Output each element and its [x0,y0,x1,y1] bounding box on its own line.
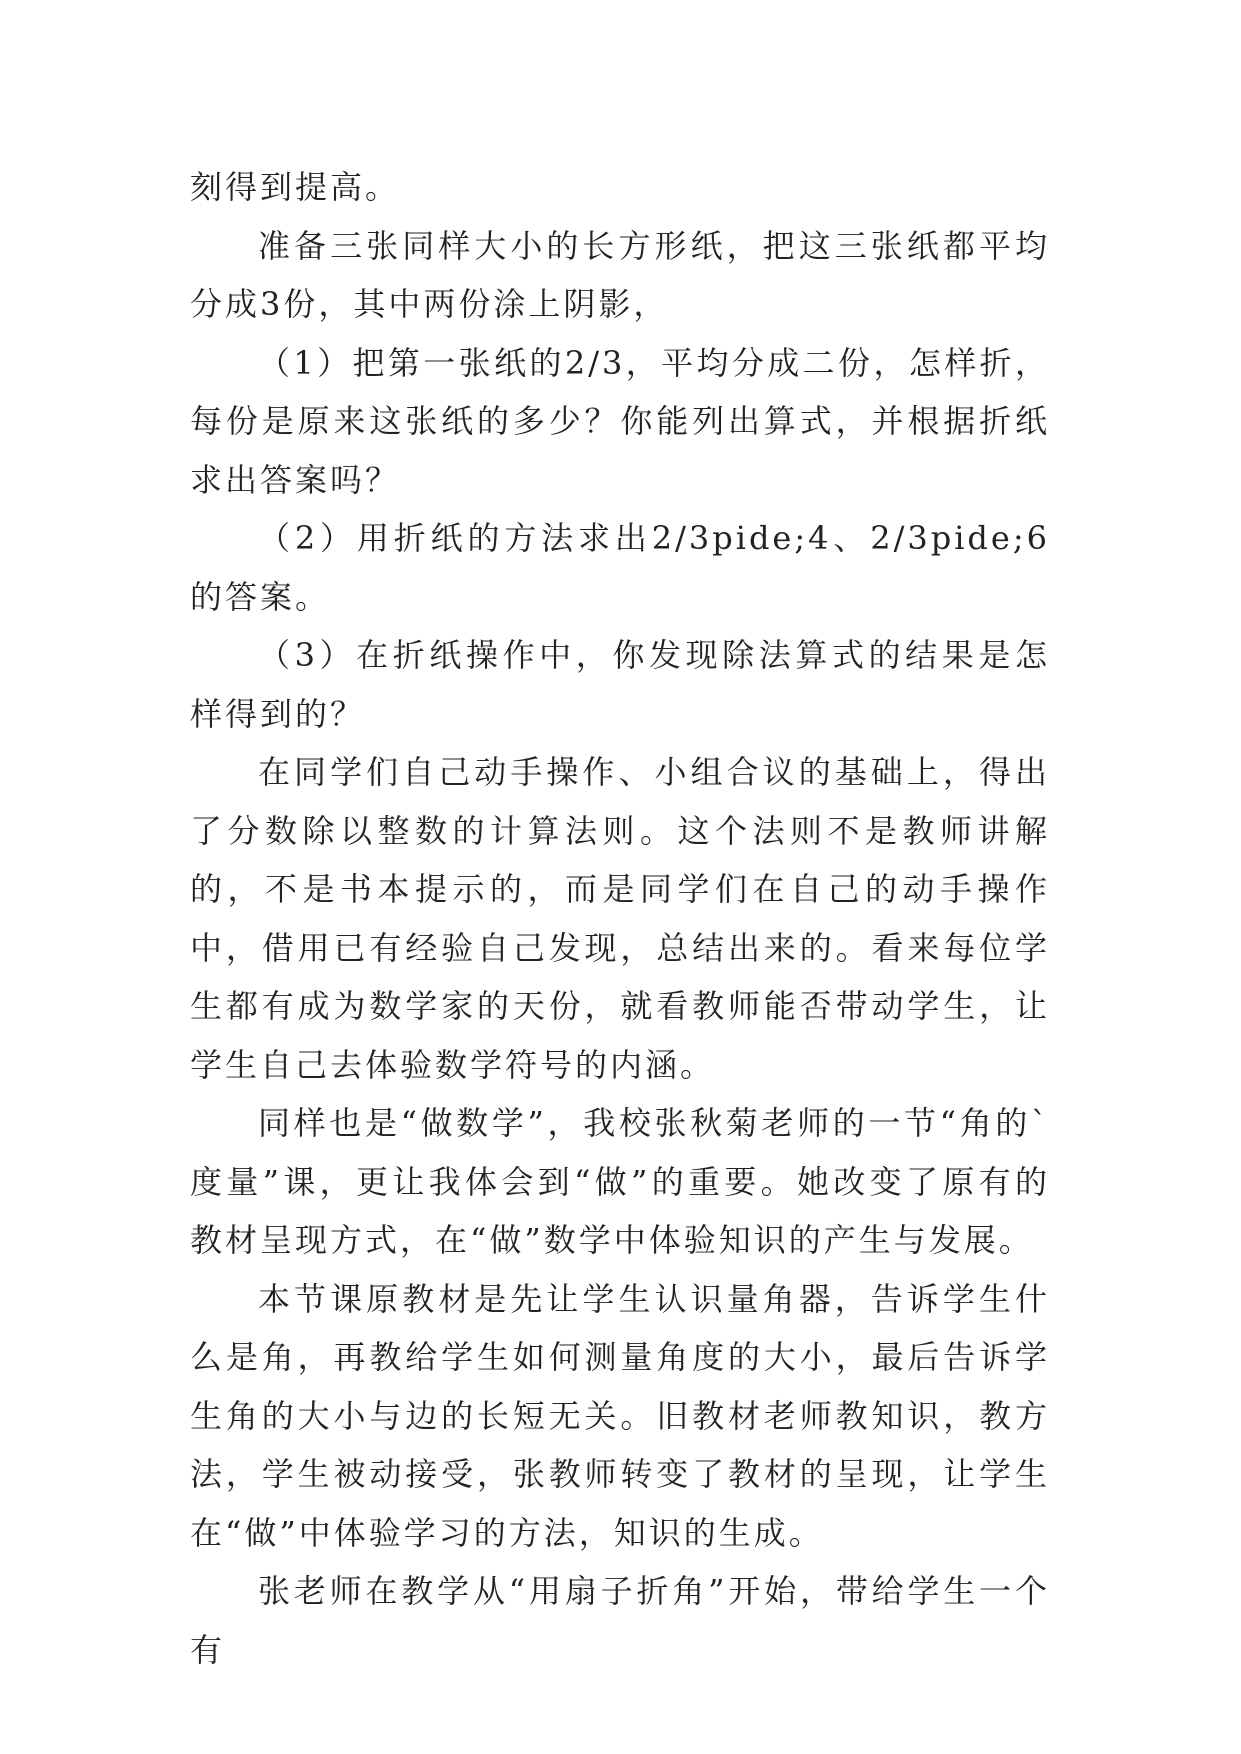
paragraph-original-textbook: 本节课原教材是先让学生认识量角器，告诉学生什么是角，再教给学生如何测量角度的大小，最后告诉学生角的大小与边的长短无关。旧教材老师教知识，教方法，学生被动接受，张教师转变了教材的呈现，让学生在“做”中体验学习的方法，知识的生成。 [190,1279,1050,1552]
paragraph-prepare-paper: 准备三张同样大小的长方形纸，把这三张纸都平均分成3份，其中两份涂上阴影， [190,226,1050,323]
paragraph-angle-lesson: 同样也是“做数学”，我校张秋菊老师的一节“角的`度量”课，更让我体会到“做”的重要。她改变了原有的教材呈现方式，在“做”数学中体验知识的产生与发展。 [190,1104,1050,1259]
paragraph-fan-folding: 张老师在教学从“用扇子折角”开始，带给学生一个有 [190,1572,1050,1669]
paragraph-question-3: （3）在折纸操作中，你发现除法算式的结果是怎样得到的？ [190,636,1050,733]
paragraph-question-2: （2）用折纸的方法求出2/3pide;4、2/3pide;6的答案。 [190,519,1050,616]
paragraph-division-rule: 在同学们自己动手操作、小组合议的基础上，得出了分数除以整数的计算法则。这个法则不是教师讲解的，不是书本提示的，而是同学们在自己的动手操作中，借用已有经验自己发现，总结出来的。看来每位学生都有成为数学家的天份，就看教师能否带动学生，让学生自己去体验数学符号的内涵。 [190,753,1050,1084]
document-body [190,158,1050,1679]
paragraph-question-1: （1）把第一张纸的2/3，平均分成二份，怎样折，每份是原来这张纸的多少？你能列出算式，并根据折纸求出答案吗？ [190,343,1050,499]
paragraph-continuation: 刻得到提高。 [190,168,401,206]
